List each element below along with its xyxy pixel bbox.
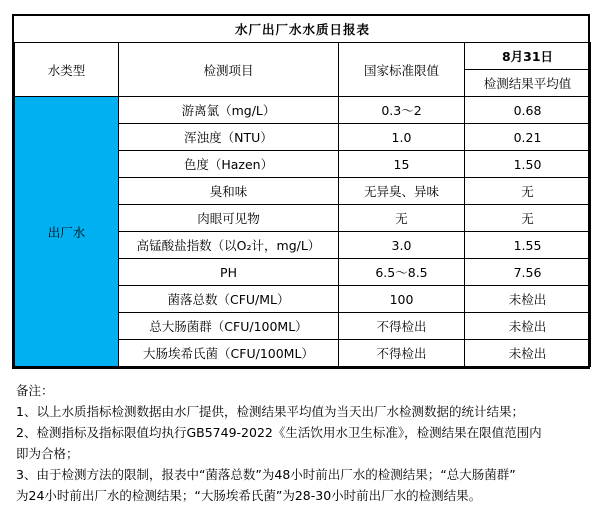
item-name: 总大肠菌群（CFU/100ML）	[119, 313, 339, 340]
water-type-value: 出厂水	[15, 97, 119, 367]
item-result: 0.21	[465, 124, 591, 151]
item-result: 无	[465, 178, 591, 205]
item-name: 菌落总数（CFU/ML）	[119, 286, 339, 313]
item-name: 游离氯（mg/L）	[119, 97, 339, 124]
header-result-average: 检测结果平均值	[465, 70, 591, 97]
note-line-3: 即为合格；	[16, 446, 79, 461]
notes-label: 备注：	[16, 383, 54, 398]
item-standard: 无异臭、异味	[339, 178, 465, 205]
item-standard: 6.5～8.5	[339, 259, 465, 286]
note-line-4: 3、由于检测方法的限制，报表中“菌落总数”为48小时前出厂水的检测结果；“总大肠菌群”	[16, 467, 516, 482]
note-line-5: 为24小时前出厂水的检测结果；“大肠埃希氏菌”为28-30小时前出厂水的检测结果。	[16, 488, 482, 503]
item-name: 肉眼可见物	[119, 205, 339, 232]
item-result: 1.50	[465, 151, 591, 178]
item-name: 高锰酸盐指数（以O₂计，mg/L）	[119, 232, 339, 259]
item-standard: 0.3～2	[339, 97, 465, 124]
table-row	[15, 97, 591, 124]
item-name: 色度（Hazen）	[119, 151, 339, 178]
item-standard: 不得检出	[339, 313, 465, 340]
item-result: 未检出	[465, 340, 591, 367]
item-result: 7.56	[465, 259, 591, 286]
item-standard: 不得检出	[339, 340, 465, 367]
item-name: 大肠埃希氏菌（CFU/100ML）	[119, 340, 339, 367]
item-result: 0.68	[465, 97, 591, 124]
header-date: 8月31日	[465, 43, 591, 70]
item-standard: 无	[339, 205, 465, 232]
table-header-row	[15, 43, 591, 70]
item-standard: 1.0	[339, 124, 465, 151]
page-title: 水厂出厂水水质日报表	[15, 16, 591, 43]
item-result: 未检出	[465, 286, 591, 313]
item-name: PH	[119, 259, 339, 286]
item-name: 臭和味	[119, 178, 339, 205]
header-water-type: 水类型	[15, 43, 119, 97]
report-table-frame	[12, 14, 590, 369]
notes-section	[12, 381, 592, 506]
item-result: 无	[465, 205, 591, 232]
item-standard: 15	[339, 151, 465, 178]
item-result: 未检出	[465, 313, 591, 340]
header-standard: 国家标准限值	[339, 43, 465, 97]
item-standard: 3.0	[339, 232, 465, 259]
item-standard: 100	[339, 286, 465, 313]
header-item: 检测项目	[119, 43, 339, 97]
item-name: 浑浊度（NTU）	[119, 124, 339, 151]
item-result: 1.55	[465, 232, 591, 259]
note-line-1: 1、以上水质指标检测数据由水厂提供，检测结果平均值为当天出厂水检测数据的统计结果；	[16, 404, 524, 419]
note-line-2: 2、检测指标及指标限值均执行GB5749-2022《生活饮用水卫生标准》，检测结果在限值范围内	[16, 425, 542, 440]
water-quality-table	[14, 16, 591, 367]
table-title-row	[15, 16, 591, 43]
